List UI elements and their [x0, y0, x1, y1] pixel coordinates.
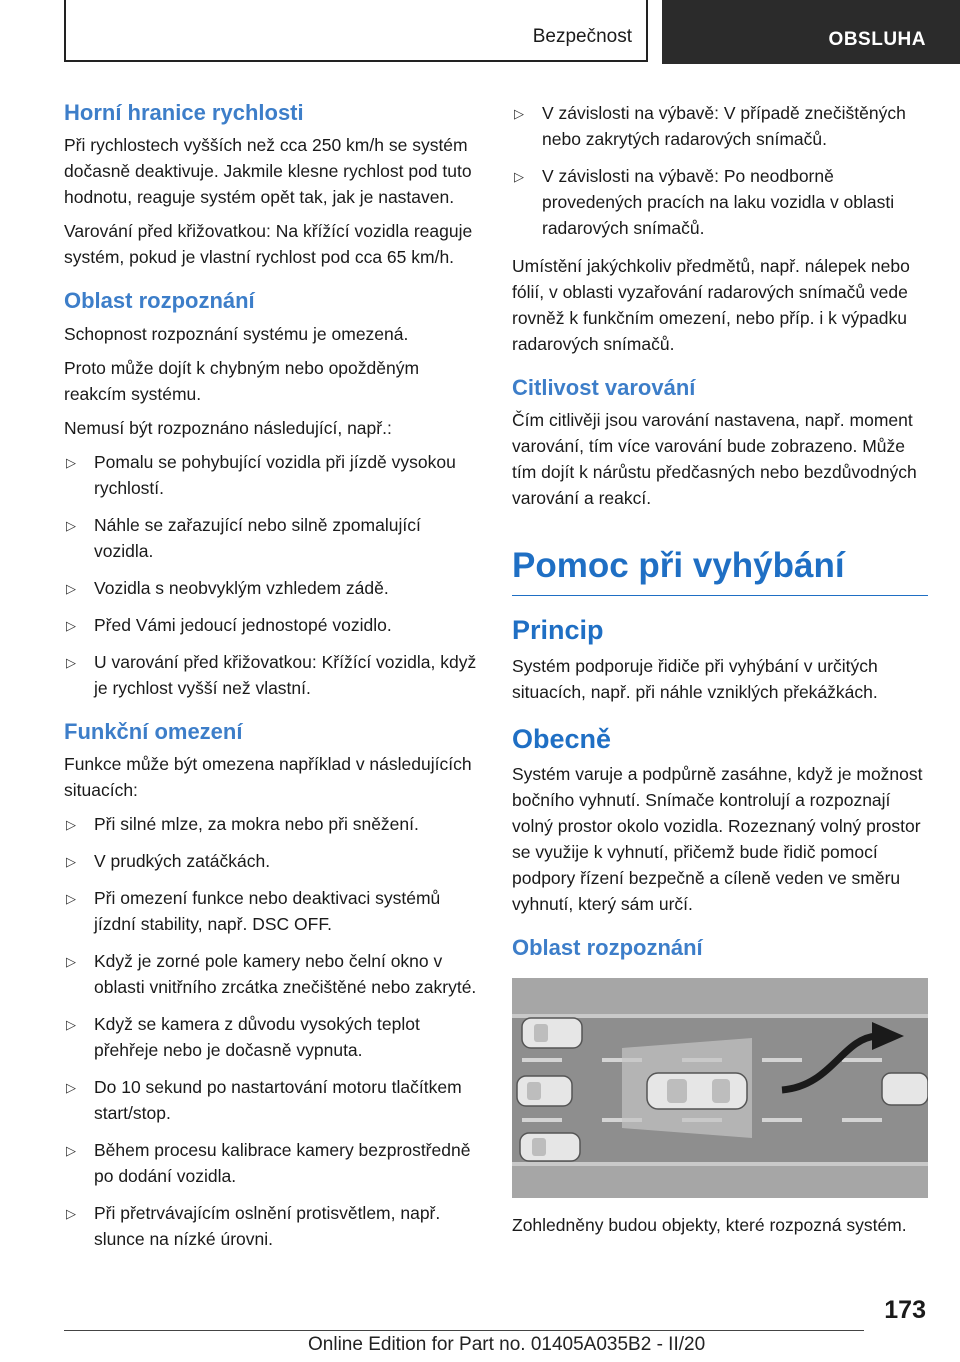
heading-general: Obecně	[512, 723, 612, 754]
figure-caption: Zohledněny budou objekty, které rozpozná systém.	[512, 1214, 907, 1235]
triangle-bullet-icon: ▷	[66, 1206, 76, 1222]
paragraph: Proto může dojít k chybným nebo opožděným reakcím systému.	[64, 357, 420, 404]
footer-divider	[64, 1330, 864, 1331]
header-section-title: Bezpečnost	[532, 26, 632, 47]
heading-warning-sensitivity: Citlivost varování	[512, 375, 696, 400]
triangle-bullet-icon: ▷	[66, 1017, 76, 1033]
triangle-bullet-icon: ▷	[66, 854, 76, 870]
paragraph: Schopnost rozpoznání systému je omezená.	[64, 323, 409, 344]
evasion-assist-illustration	[512, 978, 928, 1198]
list-item: ▷ V závislosti na výbavě: Po neodborně provedených pracích na laku vozidla v oblasti radarových snímačů.	[514, 166, 895, 238]
left-column	[64, 100, 478, 1264]
detection-list	[64, 449, 478, 701]
list-item: ▷ Vozidla s neobvyklým vzhledem zádě.	[64, 575, 478, 601]
page-number: 173	[884, 1296, 926, 1324]
list-item: ▷ V prudkých zatáčkách.	[64, 848, 478, 874]
paragraph: Systém podporuje řidiče při vyhýbání v určitých situacích, např. při náhle vzniklých překážkách.	[512, 655, 878, 702]
paragraph: Čím citlivěji jsou varování nastavena, např. moment varování, tím více varování bude zobrazeno. Může tím dojít k nárůstu předčasných nebo bezdůvodných varování a reakcí.	[512, 410, 917, 509]
triangle-bullet-icon: ▷	[514, 106, 524, 121]
list-item: ▷ Náhle se zařazující nebo silně zpomalující vozidla.	[66, 514, 421, 561]
list-item: ▷ Pomalu se pohybující vozidla při jízdě vysokou rychlostí.	[66, 451, 456, 498]
list-item: ▷ Při silné mlze, za mokra nebo při sněžení.	[64, 811, 478, 837]
triangle-bullet-icon: ▷	[66, 1080, 76, 1096]
right-column	[512, 100, 928, 1246]
header-chapter-title: OBSLUHA	[828, 29, 926, 50]
triangle-bullet-icon: ▷	[66, 891, 76, 907]
list-item: ▷ U varování před křižovatkou: Křížící vozidla, když je rychlost vyšší než vlastní.	[66, 651, 477, 698]
heading-principle: Princip	[512, 615, 604, 646]
paragraph: Nemusí být rozpoznáno následující, např.:	[64, 417, 392, 438]
list-item: ▷ Během procesu kalibrace kamery bezprostředně po dodání vozidla.	[66, 1140, 471, 1187]
list-item: ▷ Při přetrvávajícím oslnění protisvětlem, např. slunce na nízké úrovni.	[66, 1203, 441, 1250]
heading-detection-area-2: Oblast rozpoznání	[512, 935, 703, 961]
paragraph: Funkce může být omezena například v následujících situacích:	[64, 754, 472, 801]
heading-detection-area: Oblast rozpoznání	[64, 288, 255, 314]
limits-list	[64, 811, 478, 1252]
list-item: ▷ Při omezení funkce nebo deaktivaci systémů jízdní stability, např. DSC OFF.	[66, 888, 441, 935]
triangle-bullet-icon: ▷	[66, 954, 76, 970]
triangle-bullet-icon: ▷	[66, 580, 76, 596]
list-item: ▷ Před Vámi jedoucí jednostopé vozidlo.	[64, 612, 478, 638]
triangle-bullet-icon: ▷	[514, 169, 524, 184]
triangle-bullet-icon: ▷	[66, 1143, 76, 1159]
triangle-bullet-icon: ▷	[66, 517, 76, 533]
list-item: ▷ Do 10 sekund po nastartování motoru tlačítkem start/stop.	[66, 1077, 462, 1124]
header-chapter-tab	[662, 0, 960, 64]
chapter-title: Pomoc při vyhýbání	[512, 545, 928, 596]
list-item: ▷ V závislosti na výbavě: V případě znečištěných nebo zakrytých radarových snímačů.	[514, 103, 906, 149]
radar-list	[512, 100, 928, 241]
heading-speed-limit: Horní hranice rychlosti	[64, 100, 304, 125]
paragraph: Umístění jakýchkoliv předmětů, např. nálepek nebo fólií, v oblasti vyzařování radarových snímačů vede rovněž k funkčním omezení, nebo příp. i k výpadku radarových snímačů.	[512, 256, 910, 354]
list-item: ▷ Když se kamera z důvodu vysokých teplot přehřeje nebo je dočasně vypnuta.	[66, 1014, 420, 1061]
triangle-bullet-icon: ▷	[66, 454, 76, 470]
heading-function-limits: Funkční omezení	[64, 718, 243, 744]
footer-edition: Online Edition for Part no. 01405A035B2 - II/20	[308, 1334, 706, 1355]
list-item: ▷ Když je zorné pole kamery nebo čelní okno v oblasti vnitřního zrcátka znečištěné nebo zakryté.	[66, 951, 477, 998]
triangle-bullet-icon: ▷	[66, 654, 76, 670]
paragraph: Varování před křižovatkou: Na křížící vozidla reaguje systém, pokud je vlastní rychlost pod cca 65 km/h.	[64, 221, 473, 268]
triangle-bullet-icon: ▷	[66, 617, 76, 633]
triangle-bullet-icon: ▷	[66, 817, 76, 833]
paragraph: Při rychlostech vyšších než cca 250 km/h se systém dočasně deaktivuje. Jakmile klesne rychlost pod tuto hodnotu, reaguje systém opět tak, jak je nastaven.	[64, 135, 472, 208]
paragraph: Systém varuje a podpůrně zasáhne, když je možnost bočního vyhnutí. Snímače kontrolují a rozpoznají volný prostor okolo vozidla. Rozeznaný volný prostor se využije k vyhnutí, přičemž bude řidič pomocí podpory řízení bezpečně a cíleně veden ve směru vyhnutí, který sám určí.	[512, 764, 923, 915]
header-section-tab	[64, 0, 648, 62]
